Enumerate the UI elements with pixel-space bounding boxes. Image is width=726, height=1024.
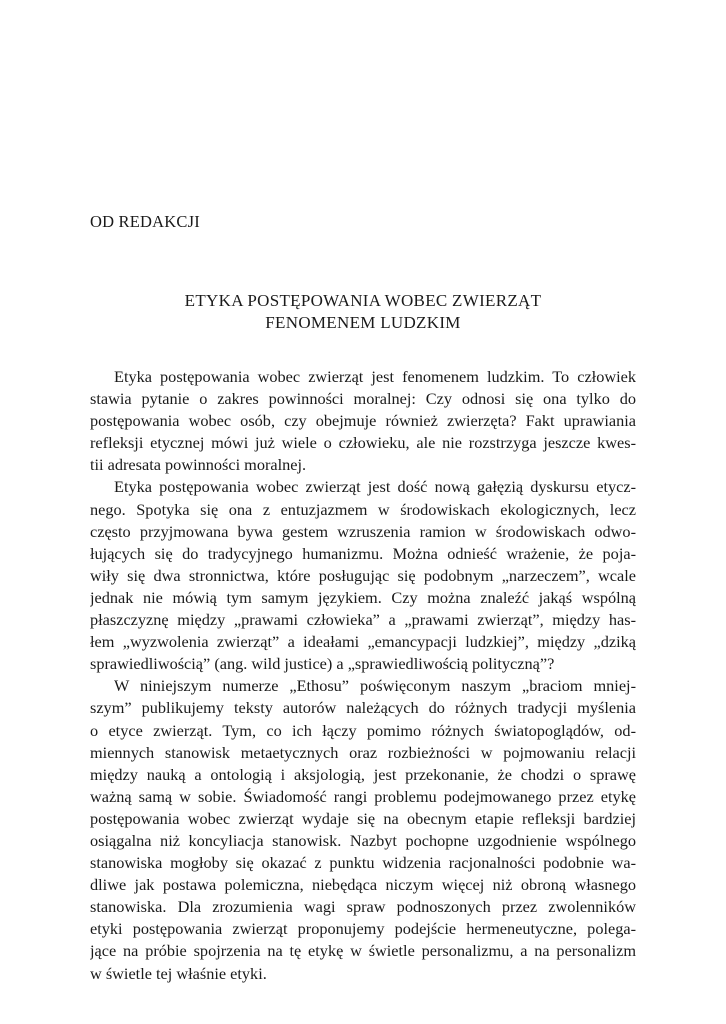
section-label: OD REDAKCJI bbox=[90, 212, 200, 231]
paragraph-1-line: refleksji etycznej mówi już wiele o człowieku, ale nie rozstrzyga jeszcze kwes- bbox=[90, 433, 636, 453]
paragraph-2-line: jednak nie mówią tym samym językiem. Czy można znaleźć jakąś wspólną bbox=[90, 587, 636, 607]
paragraph-2-line: płaszczyznę między „prawami człowieka” a „prawami zwierząt”, między has- bbox=[90, 610, 636, 630]
paragraph-3-line: osiągalna niż koncyliacja stanowisk. Nazbyt pochopne uzgodnienie wspólnego bbox=[90, 830, 636, 850]
paragraph-3-line: szym” publikujemy teksty autorów należących do różnych tradycji myślenia bbox=[90, 698, 636, 718]
paragraph-2-line: łem „wyzwolenia zwierząt” a ideałami „emancypacji ludzkiej”, między „dziką bbox=[90, 632, 636, 652]
paragraph-3-line: W niniejszym numerze „Ethosu” poświęconym naszym „braciom mniej- bbox=[114, 676, 636, 696]
paragraph-2-line: sprawiedliwością” (ang. wild justice) a „sprawiedliwością polityczną”? bbox=[90, 654, 555, 674]
paragraph-1-line: stawia pytanie o zakres powinności moralnej: Czy odnosi się ona tylko do bbox=[90, 389, 636, 409]
paragraph-3-line: etyki postępowania zwierząt proponujemy podejście hermeneutyczne, polega- bbox=[90, 919, 636, 939]
paragraph-1-line: Etyka postępowania wobec zwierząt jest fenomenem ludzkim. To człowiek bbox=[114, 367, 636, 386]
paragraph-3-line: postępowania wobec zwierząt wydaje się na obecnym etapie refleksji bardziej bbox=[90, 808, 636, 828]
paragraph-3-line: dliwe jak postawa polemiczna, niebędąca niczym więcej niż obroną własnego bbox=[90, 875, 636, 895]
paragraph-3-line: między nauką a ontologią i aksjologią, jest przekonanie, że chodzi o sprawę bbox=[90, 764, 636, 784]
paragraph-3-line: stanowiska. Dla zrozumienia wagi spraw podnoszonych przez zwolenników bbox=[90, 897, 636, 917]
paragraph-2-line: nego. Spotyka się ona z entuzjazmem w środowiskach ekologicznych, lecz bbox=[90, 499, 636, 519]
paragraph-1-line: tii adresata powinności moralnej. bbox=[90, 455, 307, 475]
paragraph-2-line: wiły się dwa stronnictwa, które posługując się podobnym „narzeczem”, wcale bbox=[90, 565, 636, 585]
paragraph-3-line: miennych stanowisk metaetycznych oraz rozbieżności w pojmowaniu relacji bbox=[90, 742, 636, 762]
article-title-line-1: ETYKA POSTĘPOWANIA WOBEC ZWIERZĄT bbox=[184, 291, 542, 310]
paragraph-1-line: postępowania wobec osób, czy obejmuje również zwierzęta? Fakt uprawiania bbox=[90, 411, 636, 431]
paragraph-3-line: jące na próbie spojrzenia na tę etykę w świetle personalizmu, a na personalizm bbox=[90, 941, 636, 961]
paragraph-3-line: ważną samą w sobie. Świadomość rangi problemu podejmowanego przez etykę bbox=[90, 786, 636, 806]
article-title bbox=[90, 290, 636, 334]
paragraph-3-line: w świetle tej właśnie etyki. bbox=[90, 963, 267, 983]
article-title-line-2: FENOMENEM LUDZKIM bbox=[265, 313, 461, 332]
paragraph-2-line: często przyjmowana bywa gestem wzruszenia ramion w środowiskach odwo- bbox=[90, 521, 636, 541]
paragraph-3-line: o etyce zwierząt. Tym, co ich łączy pomimo różnych światopoglądów, od- bbox=[90, 720, 636, 740]
article-body bbox=[90, 366, 636, 985]
paragraph-2-line: łujących się do tradycyjnego humanizmu. Można odnieść wrażenie, że poja- bbox=[90, 543, 636, 563]
paragraph-2-line: Etyka postępowania wobec zwierząt jest dość nową gałęzią dyskursu etycz- bbox=[114, 477, 636, 497]
paragraph-3-line: stanowiska mogłoby się okazać z punktu widzenia racjonalności podobnie wa- bbox=[90, 853, 636, 873]
